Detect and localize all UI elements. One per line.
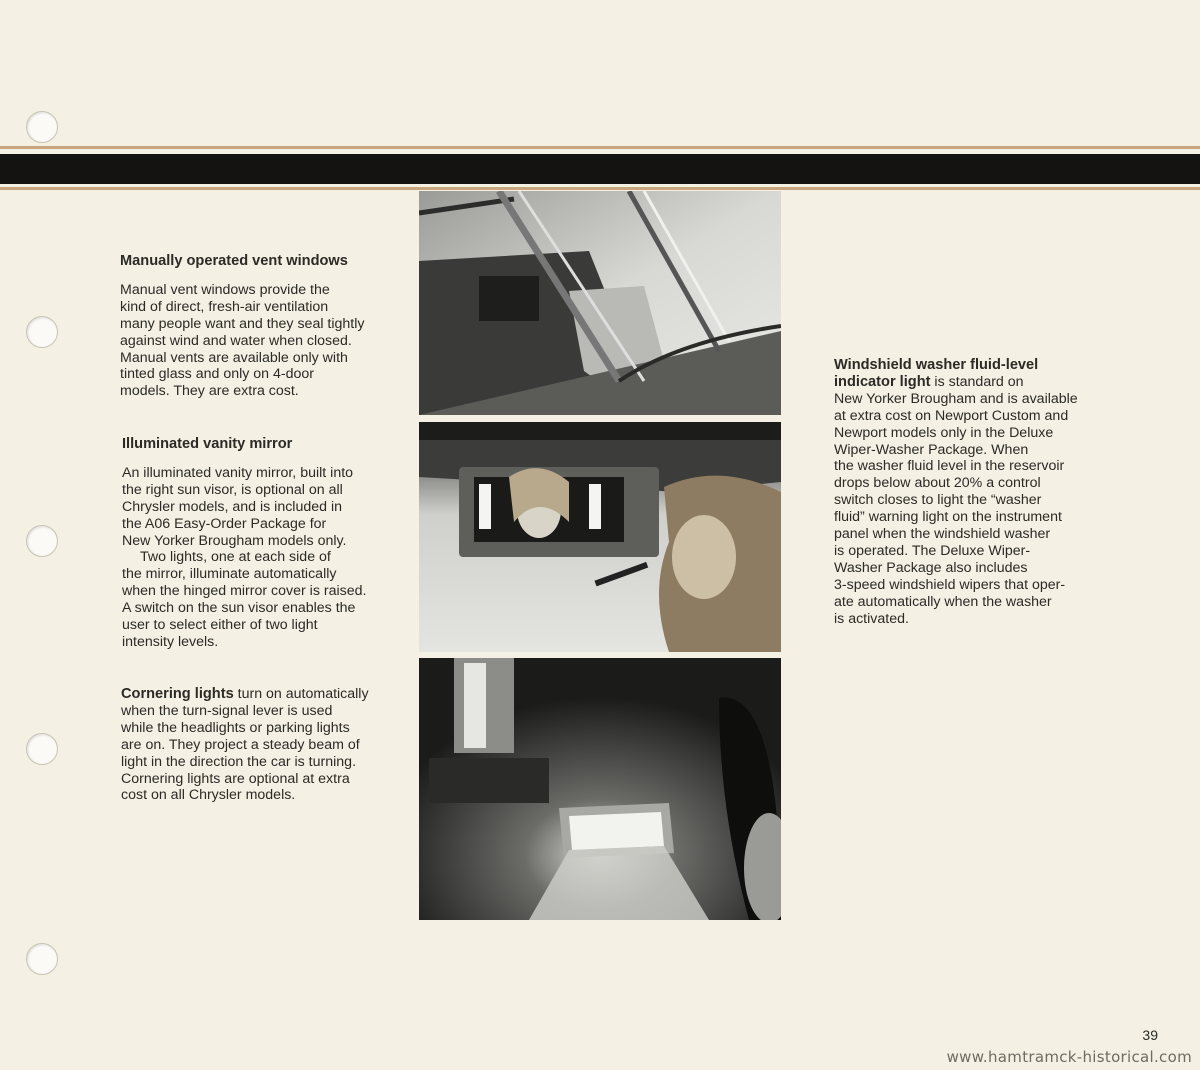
body-line: Newport models only in the Deluxe — [834, 424, 1054, 441]
body-line: New Yorker Brougham and is available — [834, 390, 1078, 407]
page-number: 39 — [1142, 1027, 1158, 1043]
body-line: cost on all Chrysler models. — [121, 787, 296, 804]
body-line: Chrysler models, and is included in — [122, 498, 343, 515]
lead-rest: turn on automatically — [233, 686, 369, 702]
section-heading: Illuminated vanity mirror — [122, 436, 293, 452]
body-line: user to select either of two light — [122, 617, 318, 634]
section-vanity-mirror — [122, 436, 407, 651]
punch-hole — [26, 733, 58, 765]
lead-heading: Windshield washer fluid-level — [834, 357, 1039, 373]
lead-heading: indicator light — [834, 373, 931, 390]
photo-vanity-mirror — [419, 422, 781, 652]
section-heading: Manually operated vent windows — [120, 253, 348, 269]
section-cornering-lights — [121, 686, 406, 804]
body-line: Manual vents are available only with — [120, 349, 348, 366]
body-line: Manual vent windows provide the — [120, 281, 330, 298]
body-line: is operated. The Deluxe Wiper- — [834, 542, 1031, 559]
body-line: against wind and water when closed. — [120, 332, 352, 349]
body-line: ate automatically when the washer — [834, 593, 1052, 610]
body-line: light in the direction the car is turning. — [121, 753, 357, 770]
body-line: the mirror, illuminate automatically — [122, 566, 337, 583]
section-vent-windows — [120, 253, 405, 400]
body-line: drops below about 20% a control — [834, 475, 1041, 492]
body-line: intensity levels. — [122, 633, 219, 650]
header-stripe-top — [0, 146, 1200, 149]
body-line: while the headlights or parking lights — [121, 719, 350, 736]
watermark: www.hamtramck-historical.com — [946, 1048, 1192, 1066]
header-stripe-bottom — [0, 187, 1200, 190]
body-line: when the hinged mirror cover is raised. — [122, 583, 367, 600]
punch-hole — [26, 111, 58, 143]
body-line: Two lights, one at each side of — [140, 549, 331, 566]
body-line: tinted glass and only on 4-door — [120, 366, 315, 383]
body-line: Washer Package also includes — [834, 559, 1028, 576]
punch-hole — [26, 316, 58, 348]
body-line: fluid” warning light on the instrument — [834, 509, 1062, 526]
punch-hole — [26, 525, 58, 557]
body-line: the A06 Easy-Order Package for — [122, 515, 327, 532]
body-line: are on. They project a steady beam of — [121, 736, 360, 753]
lead-heading: Cornering lights — [121, 686, 234, 702]
lead-rest: is standard on — [930, 373, 1024, 390]
section-washer-fluid — [834, 357, 1134, 628]
body-line: the washer fluid level in the reservoir — [834, 458, 1065, 475]
body-line: A switch on the sun visor enables the — [122, 600, 356, 617]
photo-vent-window — [419, 191, 781, 415]
punch-hole — [26, 943, 58, 975]
body-line: Wiper-Washer Package. When — [834, 441, 1029, 458]
body-line: 3-speed windshield wipers that oper- — [834, 576, 1066, 593]
body-line: switch closes to light the “washer — [834, 492, 1042, 509]
photo-cornering-light — [419, 658, 781, 920]
body-line: models. They are extra cost. — [120, 383, 299, 400]
body-line — [834, 374, 1134, 391]
body-line — [121, 686, 406, 703]
header-band — [0, 154, 1200, 184]
body-line: Cornering lights are optional at extra — [121, 770, 350, 787]
body-line: the right sun visor, is optional on all — [122, 481, 343, 498]
body-line: panel when the windshield washer — [834, 526, 1051, 543]
body-line: is activated. — [834, 610, 909, 627]
body-line: at extra cost on Newport Custom and — [834, 407, 1069, 424]
body-line: New Yorker Brougham models only. — [122, 532, 347, 549]
body-line: An illuminated vanity mirror, built into — [122, 464, 354, 481]
body-line: when the turn-signal lever is used — [121, 702, 333, 719]
body-line: kind of direct, fresh-air ventilation — [120, 298, 329, 315]
body-line: many people want and they seal tightly — [120, 315, 365, 332]
